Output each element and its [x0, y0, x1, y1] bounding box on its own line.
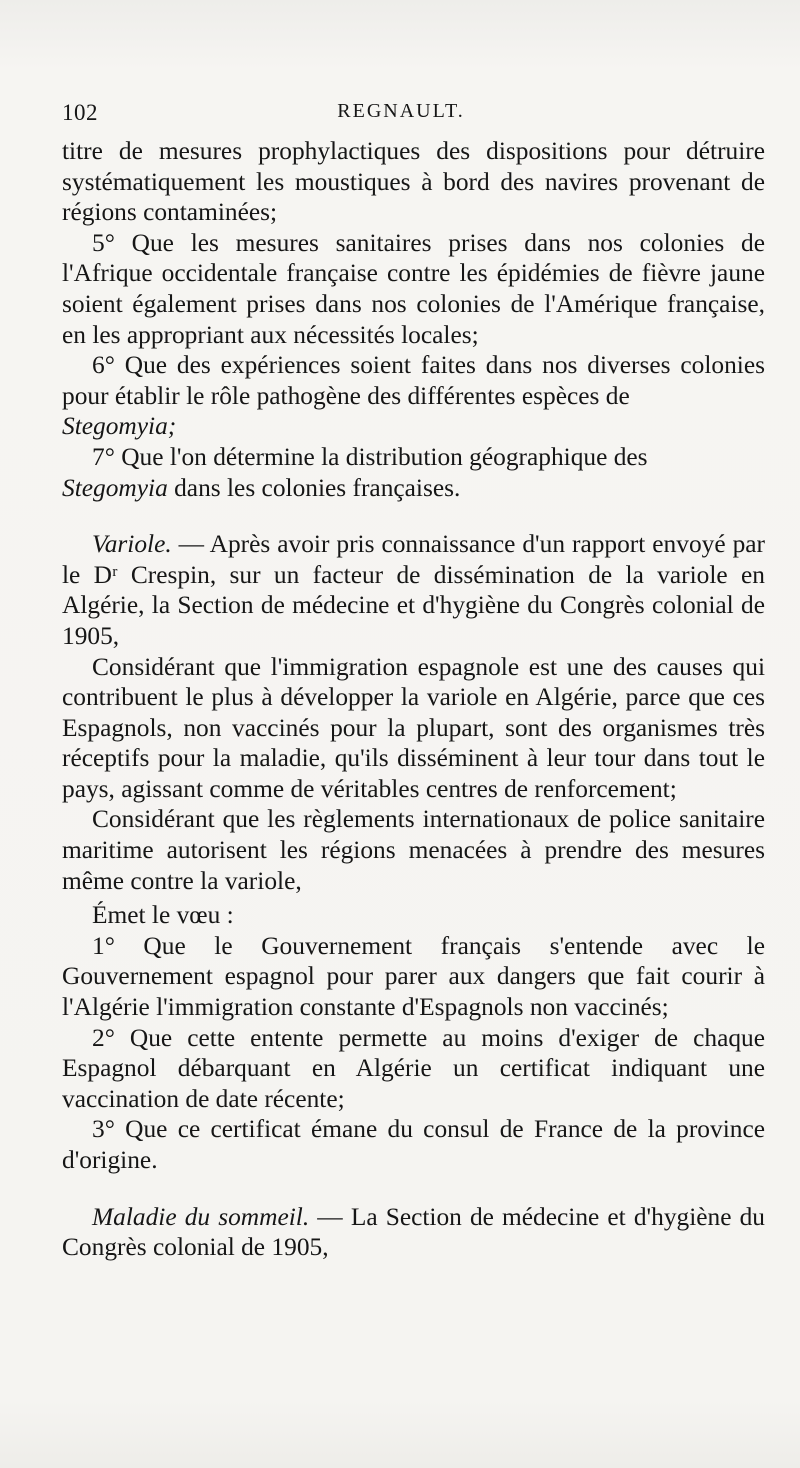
stegomyia-term-2: Stegomyia: [62, 473, 168, 502]
page-number: 102: [62, 100, 98, 125]
paragraph-variole: [62, 529, 765, 651]
paragraph-maladie-text: La Section de médecine et d'hygiène du Congrès colonial de 1905,: [62, 1202, 765, 1262]
section-dash-variole: —: [171, 530, 210, 559]
paragraph-variole-text: Après avoir pris connaissance d'un rapport envoyé par le Dʳ Crespin, sur un facteur de dissémination de la variole en Algérie, la Section de médecine et d'hygiène du Congrès colonial de 1905,: [62, 530, 765, 650]
paragraph-voeu-1: 1° Que le Gouvernement français s'entende avec le Gouvernement espagnol pour parer aux dangers que fait courir à l'Algérie l'immigration constante d'Espagnols non vaccinés;: [62, 931, 765, 1022]
paragraph-considerant-2: Considérant que les règlements internationaux de police sanitaire maritime autorisent les régions menacées à prendre des mesures même contre la variole,: [62, 805, 765, 895]
paragraph-voeu-3: 3° Que ce certificat émane du consul de France de la province d'origine.: [62, 1115, 765, 1174]
paragraph-voeu-2: 2° Que cette entente permette au moins d'exiger de chaque Espagnol débarquant en Algérie un certificat indiquant une vaccination de date récente;: [62, 1023, 765, 1113]
paragraph-item-7: [62, 442, 765, 503]
paragraph-maladie-du-sommeil: [62, 1202, 765, 1263]
body-text: [62, 136, 765, 1263]
paragraph-item-5: 5° Que les mesures sanitaires prises dans nos colonies de l'Afrique occidentale française contre les épidémies de fièvre jaune soient également prises dans nos colonies de l'Amérique française, en les appropriant aux nécessités locales;: [62, 228, 765, 349]
page-header: [62, 100, 740, 134]
paragraph-continuation: titre de mesures prophylactiques des dispositions pour détruire systématiquement les moustiques à bord des navires provenant de régions contaminées;: [62, 137, 765, 227]
running-head: REGNAULT.: [337, 100, 465, 122]
paragraph-item-6-text: 6° Que des expériences soient faites dans nos diverses colonies pour établir le rôle pathogène des différentes espèces de: [62, 351, 765, 410]
stegomyia-term-punct: ;: [167, 412, 177, 441]
paragraph-item-6: [62, 350, 765, 442]
paragraph-emet-le-voeu: Émet le vœu :: [92, 901, 234, 930]
section-head-maladie-du-sommeil: Maladie du sommeil.: [92, 1202, 310, 1231]
paragraph-item-7-text: 7° Que l'on détermine la distribution géographique des: [92, 442, 648, 471]
section-head-variole: Variole.: [92, 530, 172, 559]
paragraph-considerant-1: Considérant que l'immigration espagnole est une des causes qui contribuent le plus à développer la variole en Algérie, parce que ces Espagnols, non vaccinés pour la plupart, sont des organismes très réceptifs pour la maladie, qu'ils disséminent à leur tour dans tout le pays, agissant comme de véritables centres de renforcement;: [62, 652, 765, 803]
stegomyia-term: Stegomyia: [62, 412, 168, 441]
paragraph-item-7-rest: dans les colonies françaises.: [167, 473, 461, 502]
section-dash-maladie: —: [309, 1202, 351, 1231]
